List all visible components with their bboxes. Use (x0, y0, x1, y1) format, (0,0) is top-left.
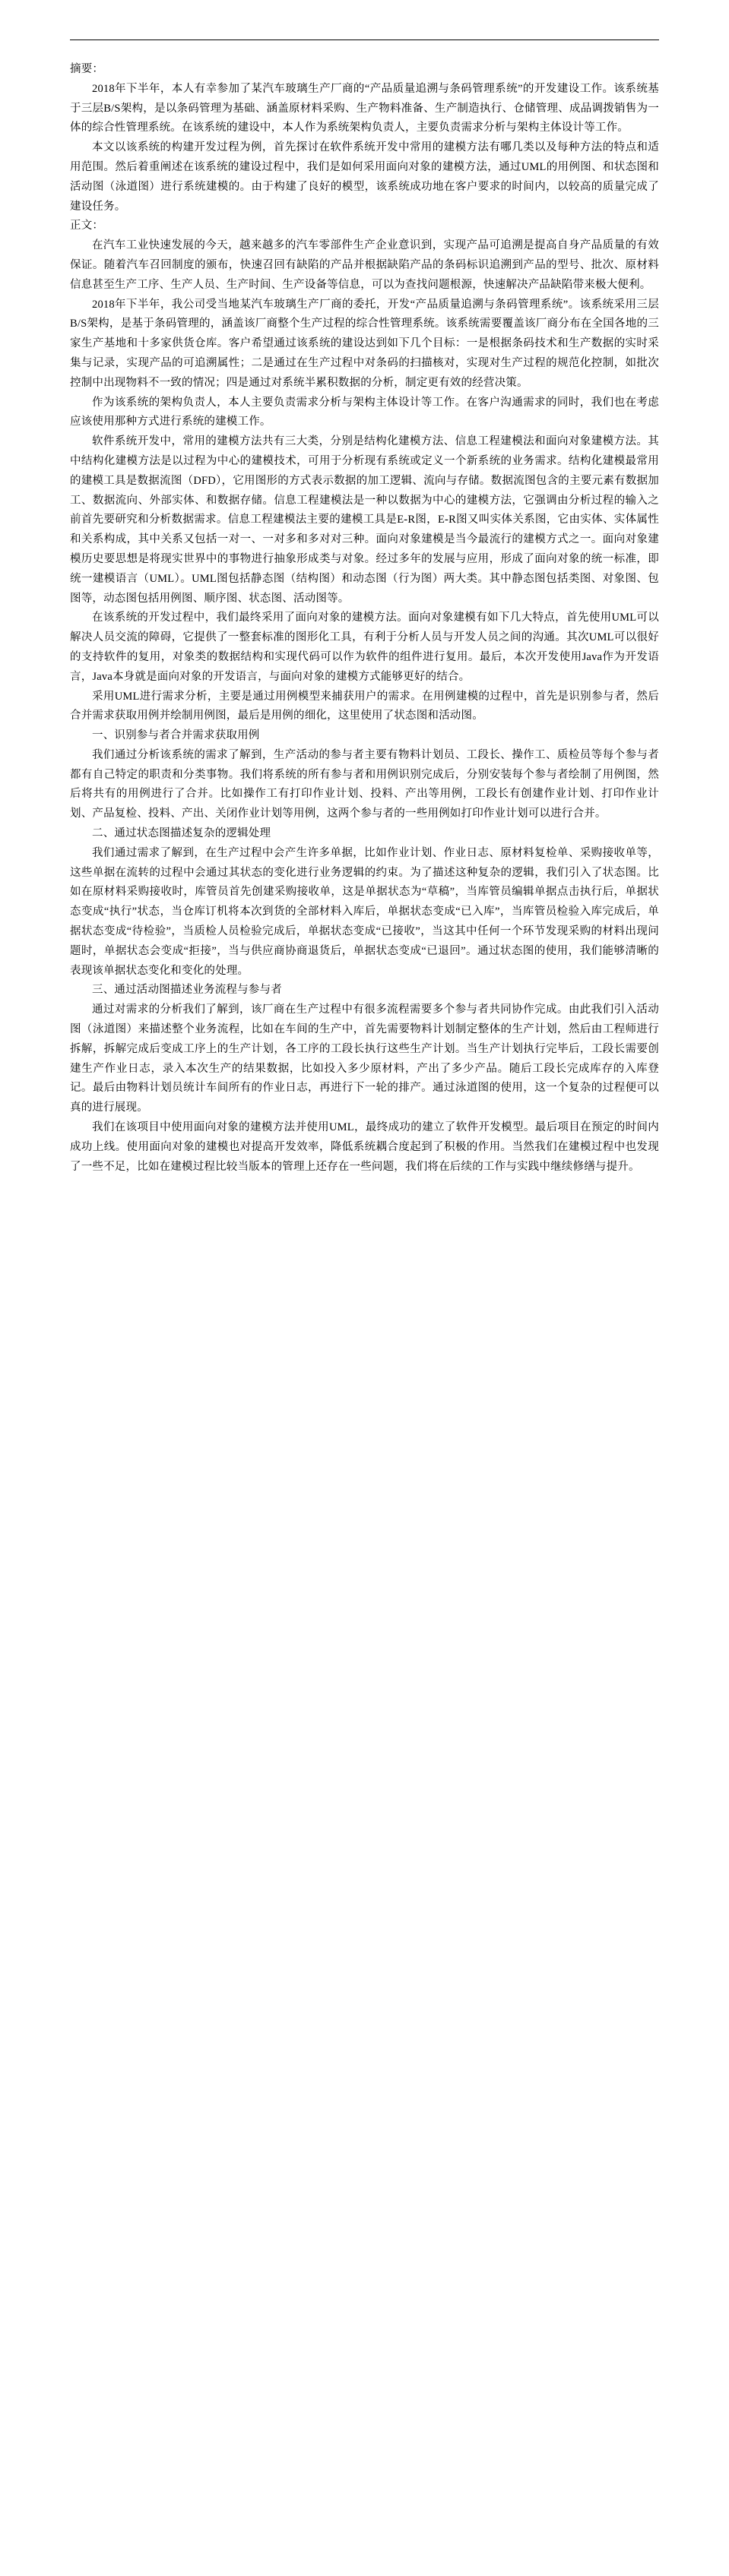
point-one-paragraph-1: 我们通过分析该系统的需求了解到，生产活动的参与者主要有物料计划员、工段长、操作工、质检员等每个参与者都有自己特定的职责和分类事物。我们将系统的所有参与者和用例识别完成后，分别安装每个参与者绘制了用例图，然后将共有的用例进行了合并。比如操作工有打印作业计划、投料、产出等用例，工段长有创建作业计划、打印作业计划、产品复检、投料、产出、关闭作业计划等用例，这两个参与者的一些用例如打印作业计划可以进行合并。 (70, 748, 659, 820)
point-two-paragraph-1: 我们通过需求了解到，在生产过程中会产生许多单据，比如作业计划、作业日志、原材料复检单、采购接收单等，这些单据在流转的过程中会通过其状态的变化进行业务逻辑的约束。为了描述这种复杂的逻辑，我们引入了状态图。比如在原材料采购接收时，库管员首先创建采购接收单，这是单据状态为“草稿”，当库管员编辑单据点击执行后，单据状态变成“执行”状态，当仓库订机将本次到货的全部材料入库后，单据状态变成“已入库”，当库管员检验入库完成后，单据状态变成“待检验”，当质检人员检验完成后，单据状态变成“已接收”，当这其中任何一个环节发现采购的材料出现问题时，单据状态会变成“拒接”，当与供应商协商退货后，单据状态变成“已退回”。通过状态图的使用，我们能够清晰的表现该单据状态变化和变化的处理。 (70, 846, 659, 977)
point-three-heading: 三、通过活动图描述业务流程与参与者 (92, 984, 282, 997)
section-conclusion (70, 1118, 659, 1177)
point-three-paragraph-1: 通过对需求的分析我们了解到，该厂商在生产过程中有很多流程需要多个参与者共同协作完成。由此我们引入活动图（泳道图）来描述整个业务流程，比如在车间的生产中，首先需要物料计划制定整体的生产计划，然后由工程师进行拆解，拆解完成后变成工序上的生产计划，各工序的工段长执行这些生产计划。当生产计划执行完毕后，工段长需要创建生产作业日志，录入本次生产的结果数据，比如投入多少原材料，产出了多少产品。随后工段长完成库存的入库登记。最后由物料计划员统计车间所有的作业日志，再进行下一轮的排产。通过泳道图的使用，这一个复杂的过程便可以真的进行展现。 (70, 1004, 659, 1114)
conclusion-paragraph-1: 我们在该项目中使用面向对象的建模方法并使用UML，最终成功的建立了软件开发模型。最后项目在预定的时间内成功上线。使用面向对象的建模也对提高开发效率，降低系统耦合度起到了积极的作用。当然我们在建模过程中也发现了一些不足，比如在建模过程比较当版本的管理上还存在一些问题，我们将在后续的工作与实践中继续修缮与提升。 (70, 1121, 659, 1173)
body-paragraph-4: 软件系统开发中，常用的建模方法共有三大类，分别是结构化建模方法、信息工程建模法和面向对象建模方法。其中结构化建模方法是以过程为中心的建模技术，可用于分析现有系统或定义一个新系统的业务需求。结构化建模最常用的建模工具是数据流图（DFD），它用图形的方式表示数据的加工逻辑、流向与存储。数据流图包含的主要元素有数据加工、数据流向、外部实体、和数据存储。信息工程建模法是一种以数据为中心的建模方法，它强调由分析过程的输入之前首先要研究和分析数据需求。信息工程建模法主要的建模工具是E-R图，E-R图又叫实体关系图，它由实体、实体属性和关系构成，其中关系又包括一对一、一对多和多对对三种。面向对象建模是当今最流行的建模方式之一。面向对象建模历史要思想是将现实世界中的事物进行抽象形成类与对象。经过多年的发展与应用，形成了面向对象的统一标准，即统一建模语言（UML）。UML图包括静态图（结构图）和动态图（行为图）两大类。其中静态图包括类图、对象图、包图等，动态图包括用例图、顺序图、状态图、活动图等。 (70, 435, 659, 605)
point-one-heading: 一、识别参与者合并需求获取用例 (92, 729, 260, 742)
point-two-heading: 二、通过状态图描述复杂的逻辑处理 (92, 827, 271, 840)
body-label: 正文： (70, 220, 104, 232)
body-paragraph-1: 在汽车工业快速发展的今天，越来越多的汽车零部件生产企业意识到，实现产品可追溯是提高自身产品质量的有效保证。随着汽车召回制度的颁布，快速召回有缺陷的产品并根据缺陷产品的条码标识追溯到产品的型号、批次、原材料信息甚至生产工序、生产人员、生产时间、生产设备等信息，可以为查找问题根源，快速解决产品缺陷带来极大便利。 (70, 239, 659, 291)
body-paragraph-6: 采用UML进行需求分析，主要是通过用例模型来捕获用户的需求。在用例建模的过程中，首先是识别参与者，然后合并需求获取用例并绘制用例图，最后是用例的细化，这里使用了状态图和活动图。 (70, 690, 659, 722)
section-abstract (70, 60, 659, 217)
body-paragraph-2: 2018年下半年，我公司受当地某汽车玻璃生产厂商的委托，开发“产品质量追溯与条码管理系统”。该系统采用三层B/S架构，是基于条码管理的，涵盖该厂商整个生产过程的综合性管理系统。该系统需要覆盖该厂商分布在全国各地的三家生产基地和十多家供货仓库。客户希望通过该系统的建设达到如下几个目标：一是根据条码技术和生产数据的实时采集与记录，实现产品的可追溯属性；二是通过在生产过程中对条码的扫描核对，实现对生产过程的规范化控制，如批次控制中出现物料不一致的情况；四是通过对系统半累积数据的分析，制定更有效的经营决策。 (70, 298, 659, 389)
section-point-three (70, 981, 659, 1118)
body-paragraph-5: 在该系统的开发过程中，我们最终采用了面向对象的建模方法。面向对象建模有如下几大特点，首先使用UML可以解决人员交流的障碍，它提供了一整套标准的图形化工具，有利于分析人员与开发人员之间的沟通。其次UML可以很好的支持软件的复用，对象类的数据结构和实现代码可以作为软件的组件进行复用。最后，本次开发使用Java作为开发语言，Java本身就是面向对象的开发语言，与面向对象的建模方式能够更好的结合。 (70, 612, 659, 683)
body-paragraph-3: 作为该系统的架构负责人，本人主要负责需求分析与架构主体设计等工作。在客户沟通需求的同时，我们也在考虑应该使用那种方式进行系统的建模工作。 (70, 396, 659, 428)
abstract-paragraph-1: 2018年下半年，本人有幸参加了某汽车玻璃生产厂商的“产品质量追溯与条码管理系统”的开发建设工作。该系统基于三层B/S架构，是以条码管理为基础、涵盖原材料采购、生产物料准备、生产制造执行、仓储管理、成品调拨销售为一体的综合性管理系统。在该系统的建设中，本人作为系统架构负责人，主要负责需求分析与架构主体设计等工作。 (70, 82, 659, 134)
abstract-paragraph-2: 本文以该系统的构建开发过程为例，首先探讨在软件系统开发中常用的建模方法有哪几类以及每种方法的特点和适用范围。然后着重阐述在该系统的建设过程中，我们是如何采用面向对象的建模方法，通过UML的用例图、和状态图和活动图（泳道图）进行系统建模的。由于构建了良好的模型，该系统成功地在客户要求的时间内，以较高的质量完成了建设任务。 (70, 141, 659, 213)
section-point-two (70, 824, 659, 981)
section-point-one (70, 726, 659, 824)
abstract-label: 摘要： (70, 63, 104, 75)
section-body (70, 217, 659, 726)
